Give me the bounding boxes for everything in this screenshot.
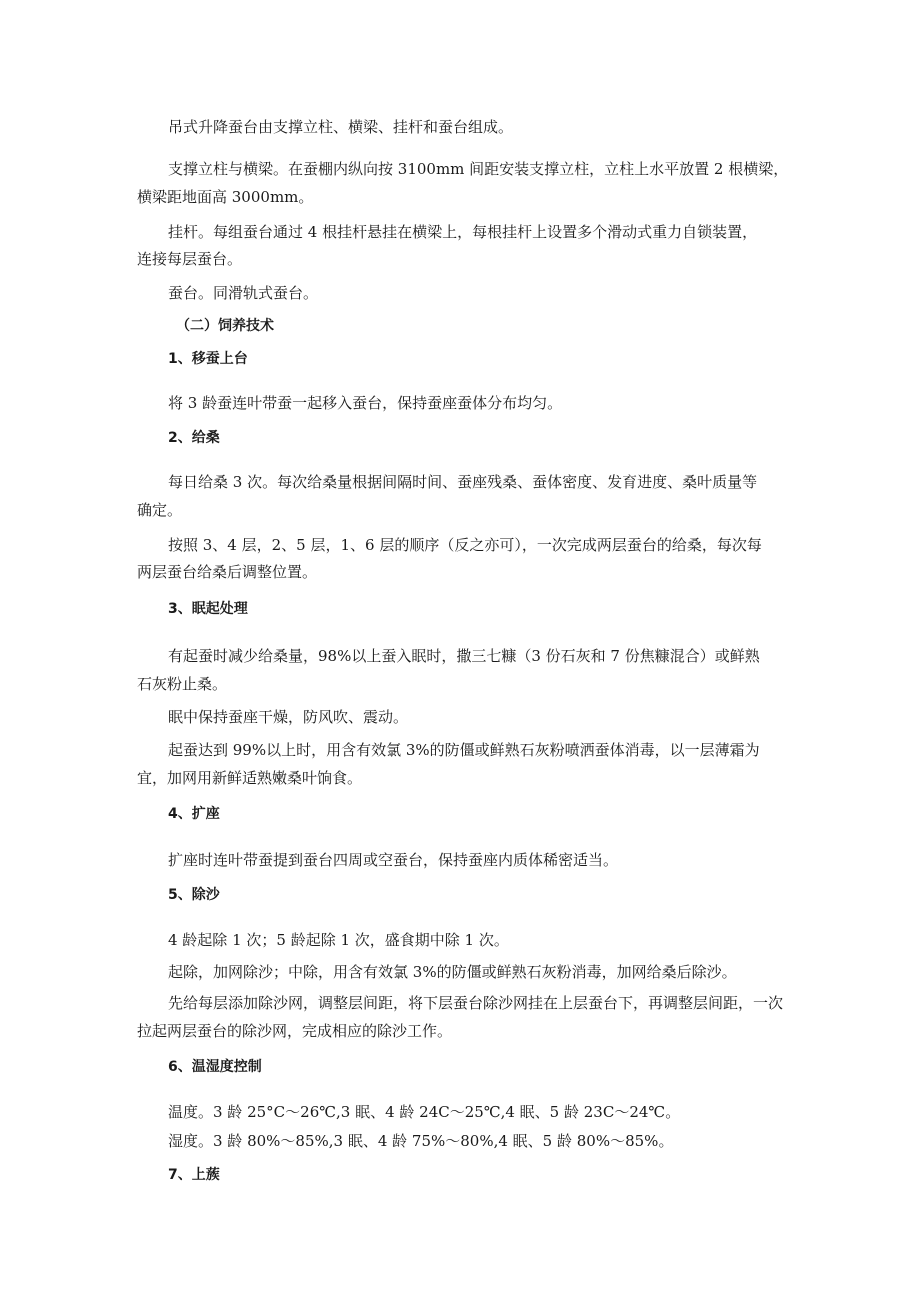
item-heading: 6、温湿度控制 <box>168 1059 262 1075</box>
item-heading: 3、眠起处理 <box>168 601 248 617</box>
item-heading: 2、给桑 <box>168 430 220 446</box>
paragraph: 湿度。3 龄 80%～85%,3 眠、4 龄 75%～80%,4 眠、5 龄 80%～85%。 <box>168 1132 674 1150</box>
paragraph-continuation: 确定。 <box>137 501 183 519</box>
paragraph: 吊式升降蚕台由支撑立柱、横梁、挂杆和蚕台组成。 <box>168 118 514 136</box>
paragraph-continuation: 拉起两层蚕台的除沙网，完成相应的除沙工作。 <box>137 1022 453 1040</box>
paragraph: 按照 3、4 层，2、5 层，1、6 层的顺序（反之亦可），一次完成两层蚕台的给桑，每次每 <box>168 536 762 554</box>
paragraph: 支撑立柱与横梁。在蚕棚内纵向按 3100mm 间距安装支撑立柱，立柱上水平放置 2 根横梁， <box>168 160 789 178</box>
paragraph: 将 3 龄蚕连叶带蚕一起移入蚕台，保持蚕座蚕体分布均匀。 <box>168 394 563 412</box>
paragraph: 起除，加网除沙；中除，用含有效氯 3%的防僵或鲜熟石灰粉消毒，加网给桑后除沙。 <box>168 963 737 981</box>
paragraph: 4 龄起除 1 次；5 龄起除 1 次，盛食期中除 1 次。 <box>168 931 509 949</box>
item-heading: 1、移蚕上台 <box>168 351 248 367</box>
paragraph-continuation: 连接每层蚕台。 <box>137 250 243 268</box>
item-heading: 5、除沙 <box>168 887 220 903</box>
paragraph: 起蚕达到 99%以上时，用含有效氯 3%的防僵或鲜熟石灰粉喷洒蚕体消毒，以一层薄霜为 <box>168 741 760 759</box>
paragraph: 先给每层添加除沙网，调整层间距，将下层蚕台除沙网挂在上层蚕台下，再调整层间距，一次 <box>168 994 784 1012</box>
paragraph: 每日给桑 3 次。每次给桑量根据间隔时间、蚕座残桑、蚕体密度、发育进度、桑叶质量等 <box>168 473 758 491</box>
paragraph-continuation: 横梁距地面高 3000mm。 <box>137 188 314 206</box>
paragraph-continuation: 石灰粉止桑。 <box>137 675 228 693</box>
paragraph-continuation: 两层蚕台给桑后调整位置。 <box>137 563 318 581</box>
paragraph: 挂杆。每组蚕台通过 4 根挂杆悬挂在横梁上，每根挂杆上设置多个滑动式重力自锁装置， <box>168 223 758 241</box>
section-title: （二）饲养技术 <box>176 318 274 334</box>
item-heading: 7、上蔟 <box>168 1167 220 1183</box>
paragraph: 扩座时连叶带蚕提到蚕台四周或空蚕台，保持蚕座内质体稀密适当。 <box>168 851 619 869</box>
paragraph-continuation: 宜，加网用新鲜适熟嫩桑叶饷食。 <box>137 769 363 787</box>
paragraph: 温度。3 龄 25°C～26℃,3 眠、4 龄 24C～25℃,4 眠、5 龄 23C～24℃。 <box>168 1103 681 1121</box>
paragraph: 有起蚕时减少给桑量，98%以上蚕入眠时，撒三七糠（3 份石灰和 7 份焦糠混合）或鲜熟 <box>168 647 760 665</box>
item-heading: 4、扩座 <box>168 806 220 822</box>
paragraph: 蚕台。同滑轨式蚕台。 <box>168 284 319 302</box>
paragraph: 眠中保持蚕座干燥，防风吹、震动。 <box>168 708 409 726</box>
